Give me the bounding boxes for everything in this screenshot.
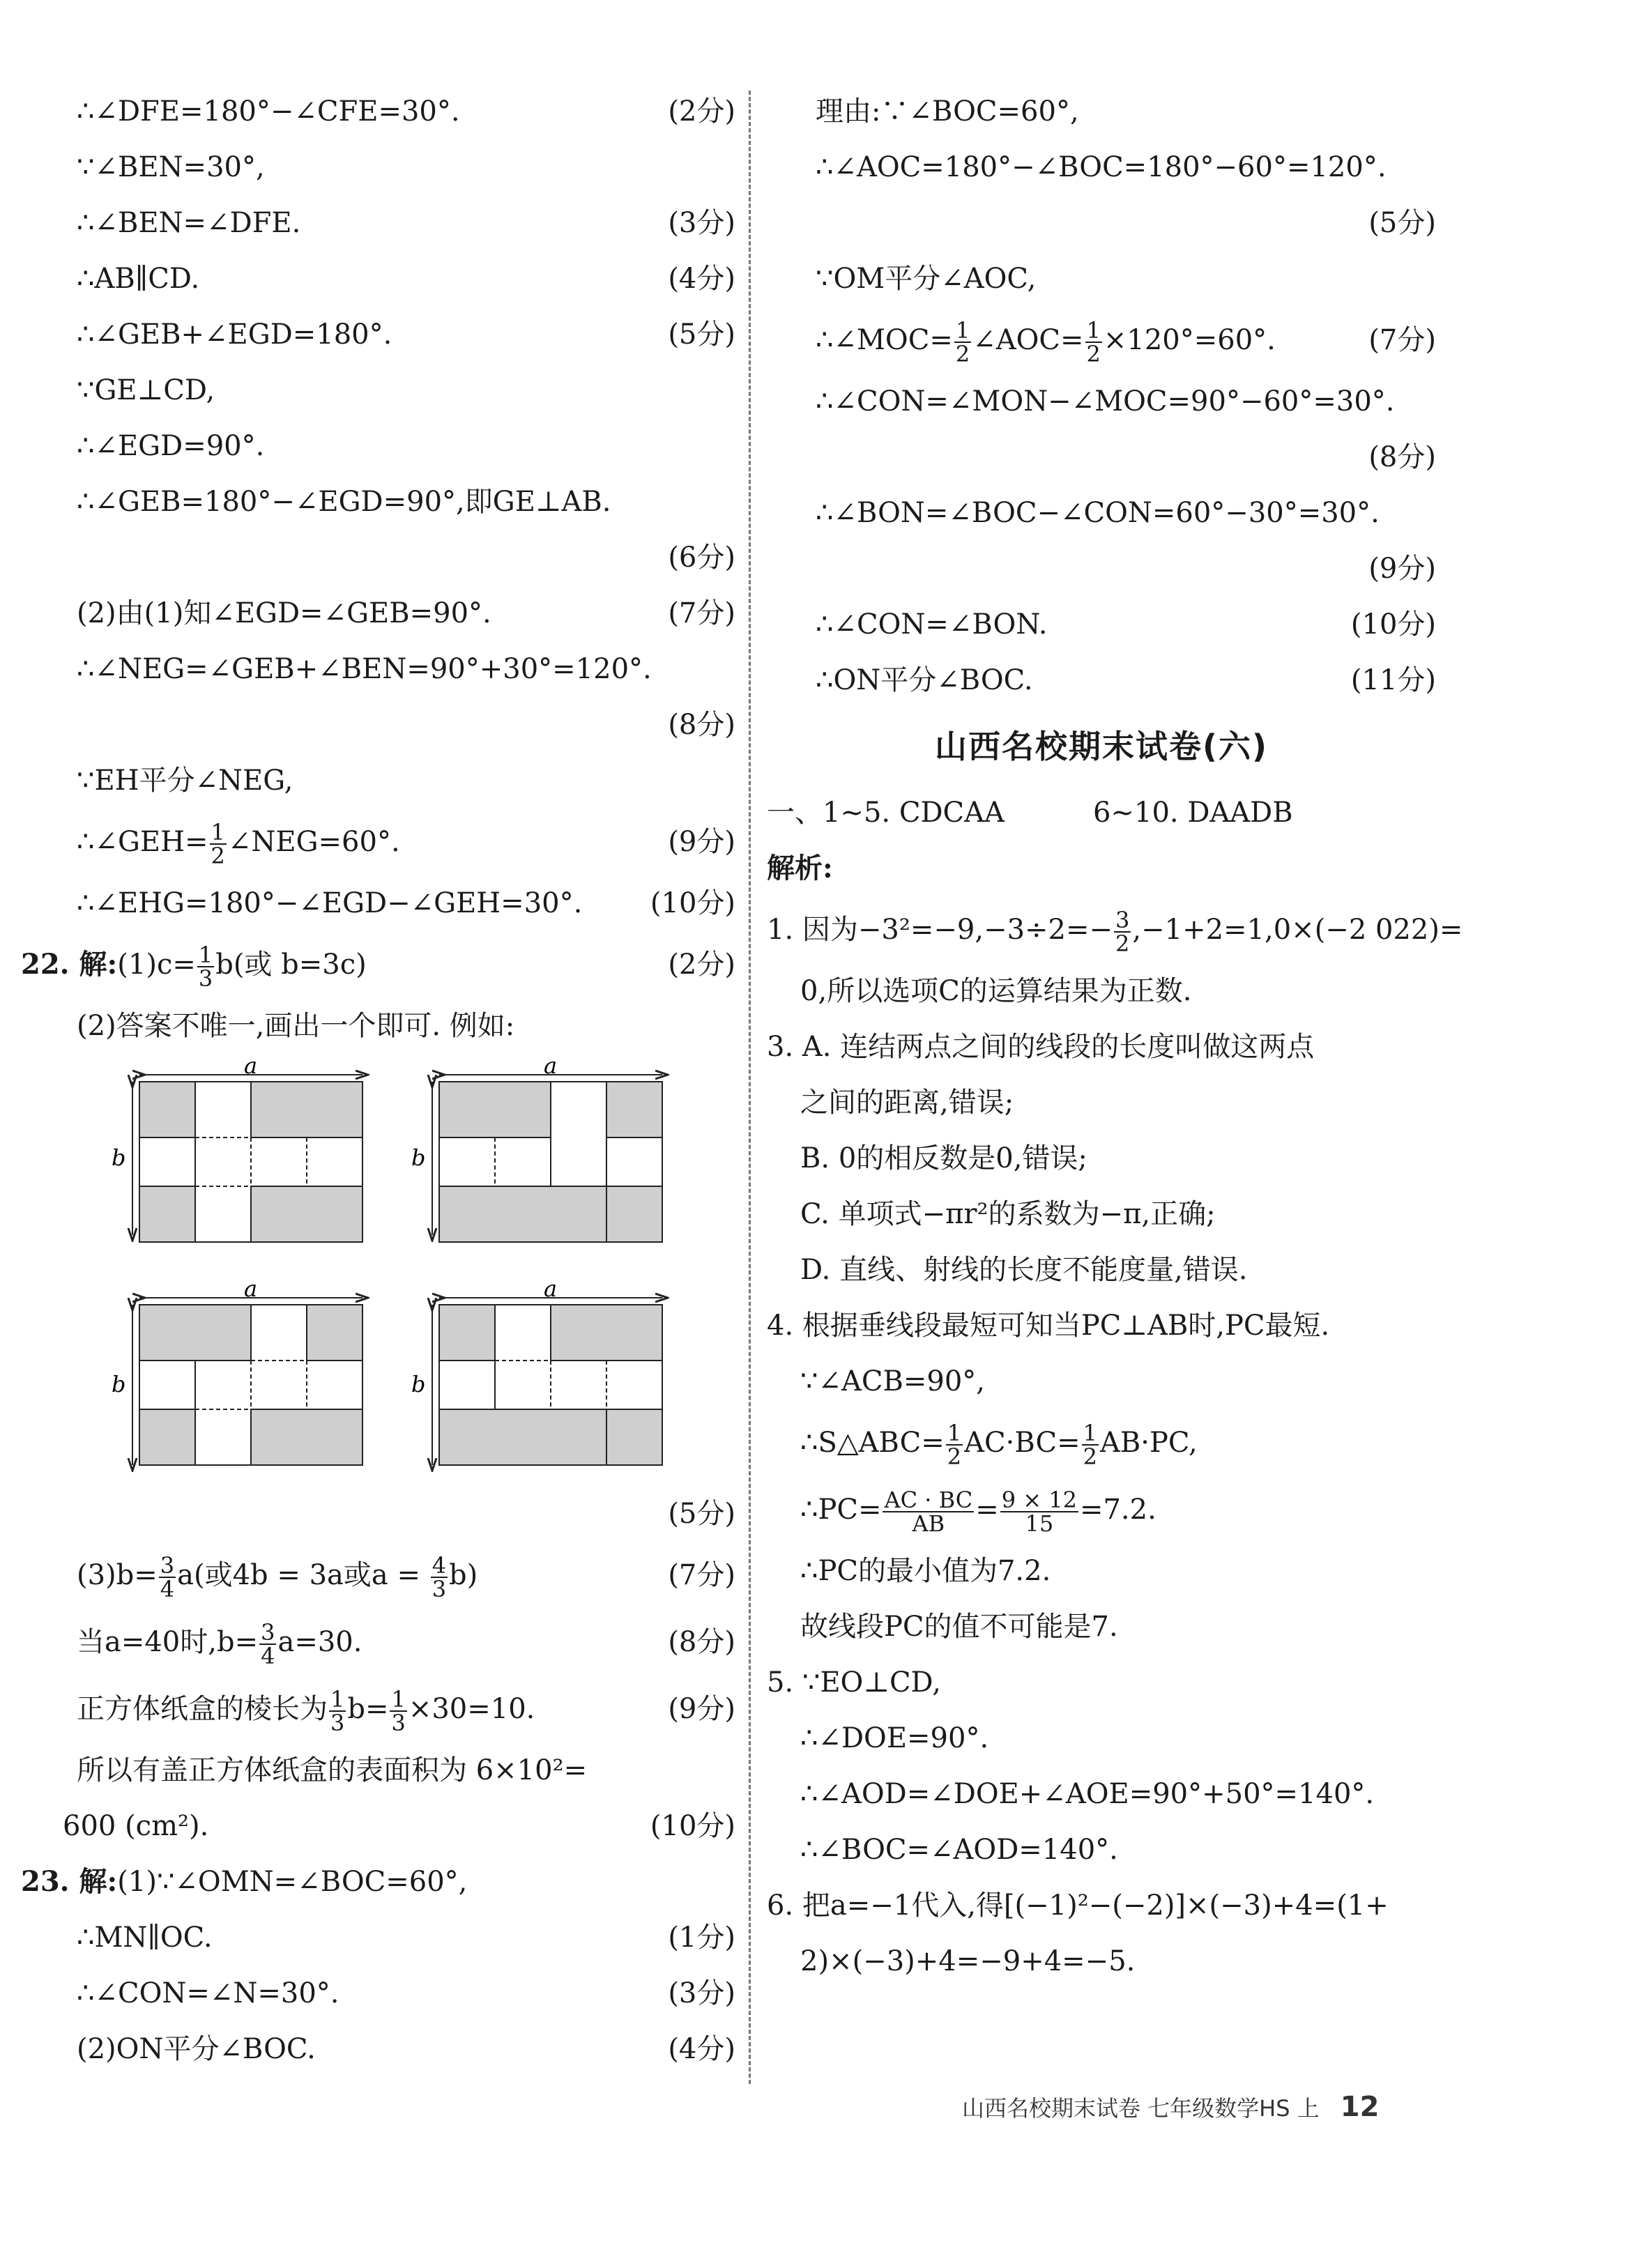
diagram-1-label-b: b (112, 1144, 126, 1171)
q22-part3c-line: 正方体纸盒的棱长为 $\frac{1}{3}$ b= $\frac{1}{3}$ ×30=10. (9分) (77, 1686, 735, 1736)
diagram-score-line: (5分) (668, 1498, 735, 1530)
page-footer: 山西名校期末试卷 七年级数学HS 上 12 (962, 2091, 1380, 2123)
right-line: ∴∠AOC=180°−∠BOC=180°−60°=120°. (816, 151, 1387, 183)
analysis-3-line: D. 直线、射线的长度不能度量,错误. (800, 1254, 1248, 1286)
right-line: (8分) (1368, 441, 1436, 473)
left-line: ∴∠GEB+∠EGD=180°. (5分) (77, 319, 735, 351)
q22-part3d-line: 所以有盖正方体纸盒的表面积为 6×10²= (77, 1754, 588, 1786)
left-line: ∵∠BEN=30°, (77, 151, 265, 183)
analysis-4: 4. 根据垂线段最短可知当PC⊥AB时,PC最短. (767, 1310, 1330, 1342)
q23-line: 23. 解:(1)∵∠OMN=∠BOC=60°, (21, 1865, 468, 1898)
q22-part3b-line: 当a=40时,b= $\frac{3}{4}$ a=30. (8分) (77, 1619, 735, 1669)
answers-line: 一、1~5. CDCAA 6~10. DAADB (767, 797, 1293, 829)
diagram-4-label-b: b (411, 1371, 426, 1397)
diagram-1 (112, 1054, 362, 1242)
diagram-4-label-a: a (544, 1275, 558, 1302)
diagram-2-label-b: b (411, 1144, 426, 1171)
q22-part2: (2)答案不唯一,画出一个即可. 例如: (77, 1010, 515, 1042)
right-column (767, 84, 1463, 1989)
right-line: ∵OM平分∠AOC, (816, 263, 1037, 295)
analysis-5-line: ∴∠BOC=∠AOD=140°. (800, 1834, 1118, 1866)
moc-line: ∴∠MOC= $\frac{1}{2}$ ∠AOC= $\frac{1}{2}$ ×120°=60°. (7分) (816, 317, 1436, 367)
analysis-3-line: C. 单项式−πr²的系数为−π,正确; (800, 1198, 1216, 1230)
analysis-4e: ∴PC的最小值为7.2. (800, 1555, 1051, 1587)
left-column (21, 84, 735, 2077)
analysis-5-line: ∴∠DOE=90°. (800, 1722, 989, 1754)
analysis-6-line: 6. 把a=−1代入,得[(−1)²−(−2)]×(−3)+4=(1+ (767, 1890, 1389, 1922)
q22-part3-line: (3)b= $\frac{3}{4}$ a(或4b = 3a或a = $\frac{4}{3}$ b) (7分) (77, 1552, 735, 1602)
left-line: (8分) (668, 709, 735, 741)
left-line: ∴∠GEB=180°−∠EGD=90°,即GE⊥AB. (77, 486, 611, 518)
diagram-2-label-a: a (544, 1054, 558, 1079)
column-divider (749, 91, 751, 2084)
box-net-diagrams (77, 1054, 735, 1486)
analysis-4b: ∵∠ACB=90°, (800, 1365, 985, 1397)
diagram-grid (77, 1054, 735, 1486)
ehg-line: ∴∠EHG=180°−∠EGD−∠GEH=30°. (10分) (77, 887, 735, 919)
left-line: ∴AB∥CD. (4分) (77, 263, 735, 295)
right-line: 理由:∵∠BOC=60°, (816, 95, 1079, 128)
analysis-3-line: 之间的距离,错误; (800, 1087, 1014, 1119)
analysis-4f: 故线段PC的值不可能是7. (800, 1611, 1118, 1643)
left-line: ∵GE⊥CD, (77, 374, 215, 406)
left-line: ∵EH平分∠NEG, (77, 765, 293, 797)
right-line: (5分) (1368, 207, 1436, 239)
q22-line: 22. 解:(1)c= $\frac{1}{3}$ b(或 b=3c) (2分) (21, 942, 735, 992)
q22-part3e-line: 600 (cm²). (10分) (63, 1810, 735, 1842)
q23-line-item: ∴∠CON=∠N=30°. (3分) (77, 1977, 735, 2009)
diagram-3 (112, 1275, 362, 1465)
left-line: ∴∠DFE=180°−∠CFE=30°. (2分) (77, 95, 735, 128)
analysis-5-line: 5. ∵EO⊥CD, (767, 1666, 941, 1699)
analysis-3-line: B. 0的相反数是0,错误; (800, 1142, 1087, 1174)
left-line: ∴∠NEG=∠GEB+∠BEN=90°+30°=120°. (77, 653, 652, 685)
analysis-4d: ∴PC= $\frac{AC \cdot BC}{AB}$ = $\frac{9 \times 12}{15}$ =7.2. (800, 1487, 1156, 1537)
diagram-4 (411, 1275, 662, 1465)
analysis-3-line: 3. A. 连结两点之间的线段的长度叫做这两点 (767, 1031, 1315, 1063)
left-line: ∴∠EGD=90°. (77, 430, 265, 462)
right-line: ∴∠CON=∠MON−∠MOC=90°−60°=30°. (816, 385, 1395, 417)
right-line: (9分) (1368, 553, 1436, 585)
diagram-3-label-b: b (112, 1371, 126, 1397)
diagram-3-label-a: a (244, 1275, 258, 1302)
left-line: (2)由(1)知∠EGD=∠GEB=90°. (7分) (77, 597, 735, 629)
geh-line: ∴∠GEH= $\frac{1}{2}$ ∠NEG=60°. (9分) (77, 819, 735, 869)
right-line: ∴∠BON=∠BOC−∠CON=60°−30°=30°. (816, 497, 1380, 529)
diagram-1-label-a: a (244, 1054, 258, 1079)
right-line: ∴∠CON=∠BON. (10分) (816, 608, 1436, 641)
left-line: ∴∠BEN=∠DFE. (3分) (77, 207, 735, 239)
analysis-5-line: ∴∠AOD=∠DOE+∠AOE=90°+50°=140°. (800, 1778, 1375, 1810)
q23-line-item: (2)ON平分∠BOC. (4分) (77, 2033, 735, 2065)
analysis-1: 1. 因为−3²=−9,−3÷2=− $\frac{3}{2}$ ,−1+2=1,0×(−2 022)= (767, 907, 1463, 957)
diagram-2 (411, 1054, 662, 1242)
analysis-6-line: 2)×(−3)+4=−9+4=−5. (800, 1945, 1136, 1977)
q23-line-item: ∴MN∥OC. (1分) (77, 1922, 735, 1954)
analysis-heading: 解析: (767, 852, 833, 884)
left-line: (6分) (668, 542, 735, 574)
page-number: 12 (1340, 2091, 1380, 2123)
analysis-4c: ∴S△ABC= $\frac{1}{2}$ AC·BC= $\frac{1}{2}$ AB·PC, (800, 1420, 1198, 1470)
section-title: 山西名校期末试卷(六) (934, 728, 1269, 765)
right-line: ∴ON平分∠BOC. (11分) (816, 664, 1436, 696)
analysis-1b: 0,所以选项C的运算结果为正数. (800, 975, 1192, 1007)
